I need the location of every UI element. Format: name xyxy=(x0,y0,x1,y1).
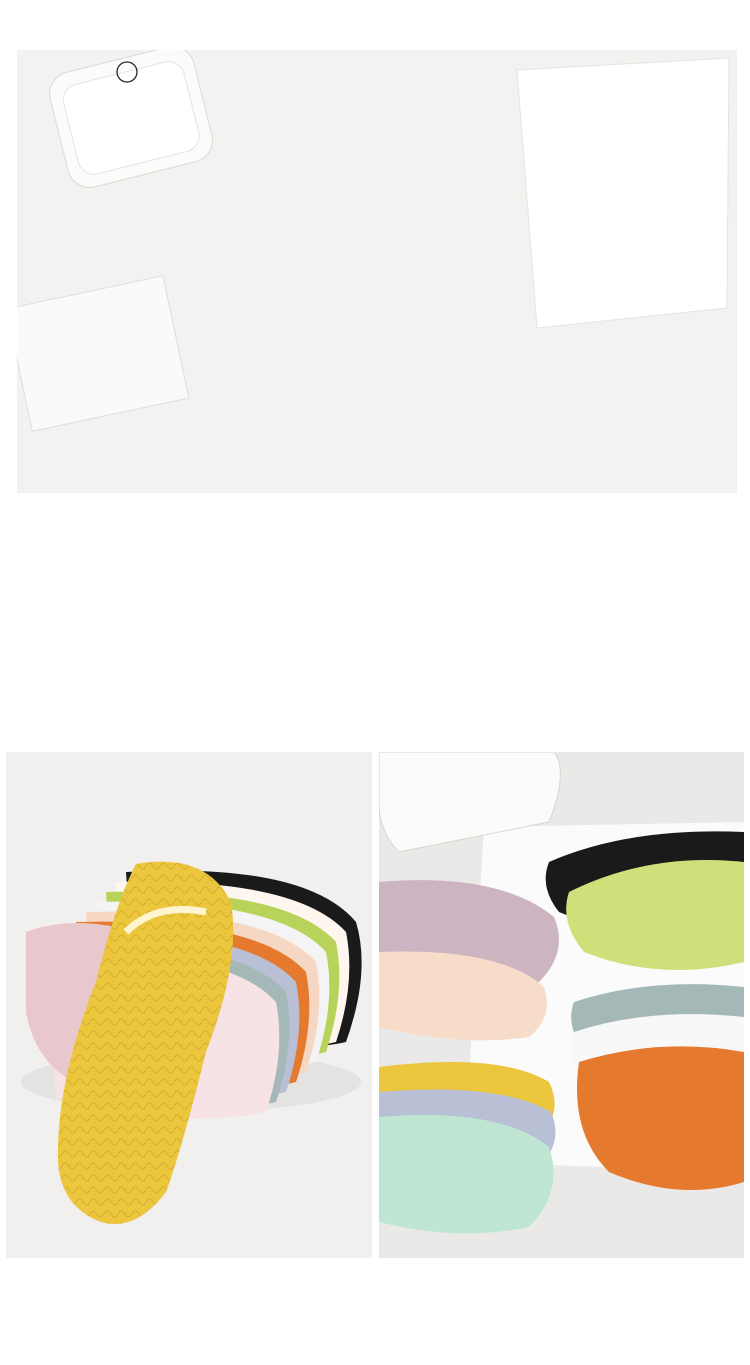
product-photo-stack xyxy=(6,752,372,1258)
product-photo-top xyxy=(17,50,737,493)
flatlay-illustration xyxy=(17,50,737,493)
loco-moco-box xyxy=(45,50,217,192)
product-photo-fan xyxy=(379,752,744,1258)
stacked-socks-illustration xyxy=(6,752,372,1258)
fanned-socks-illustration xyxy=(379,752,744,1258)
acne-studios-card xyxy=(517,58,729,328)
round-sticker-sheet xyxy=(17,276,189,432)
